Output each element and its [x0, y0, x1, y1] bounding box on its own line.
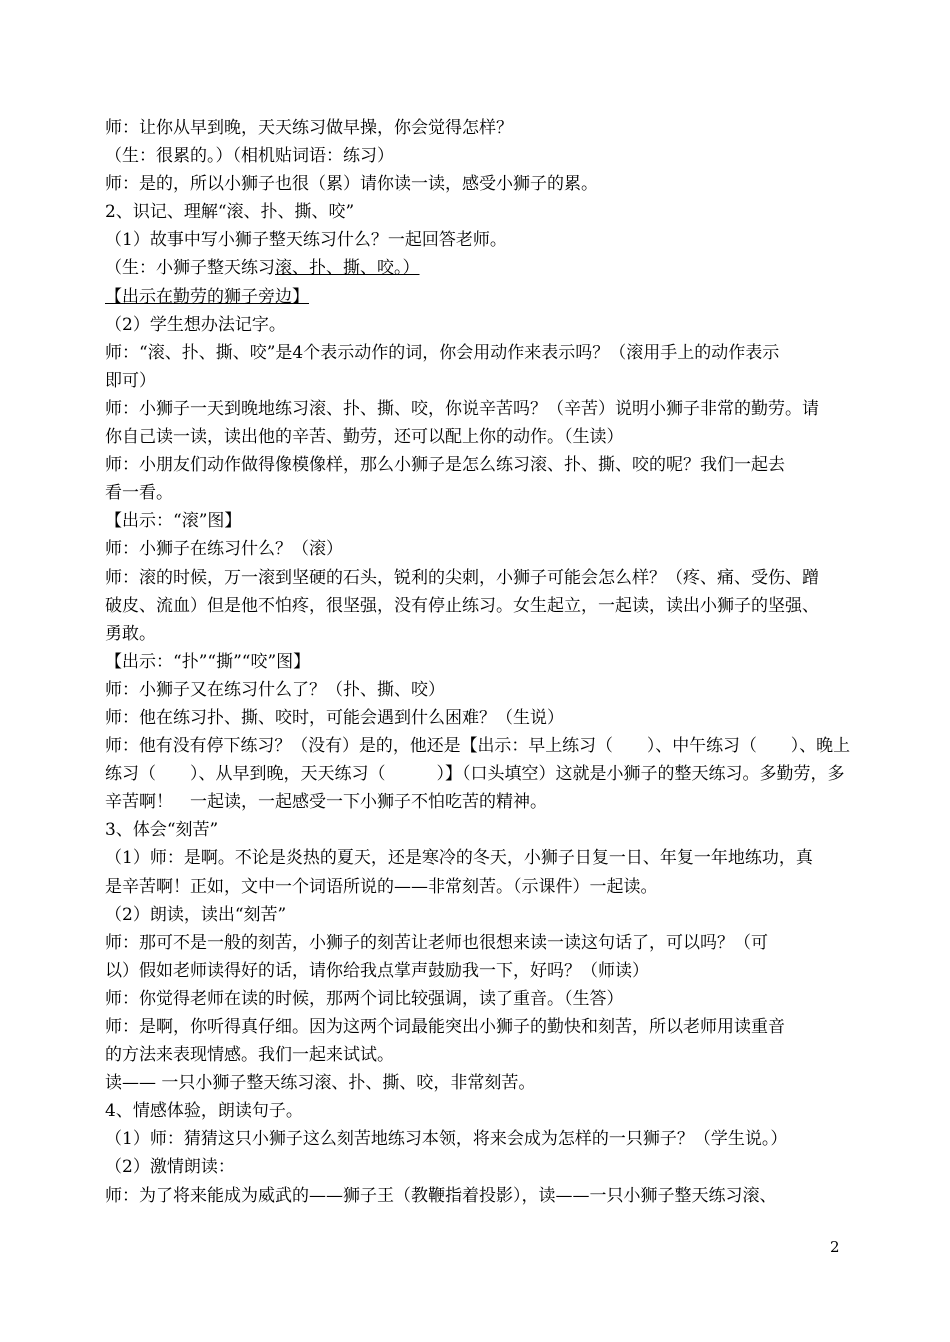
text-line: 师：是啊，你听得真仔细。因为这两个词最能突出小狮子的勤快和刻苦，所以老师用读重音 — [105, 1017, 785, 1037]
text-line: （1）故事中写小狮子整天练习什么？一起回答老师。 — [105, 230, 507, 251]
text-line: 师：“滚、扑、撕、咬”是4个表示动作的词，你会用动作来表示吗？（滚用手上的动作表示 — [105, 342, 780, 363]
text-line: （生：很累的。）（相机贴词语：练习） — [105, 146, 394, 167]
text-line: 勇敢。 — [105, 623, 156, 644]
text-line: （1）师：是啊。不论是炎热的夏天，还是寒冷的冬天，小狮子日复一日、年复一年地练功，真 — [105, 848, 813, 869]
text-line: 【出示：“扑”“撕”“咬”图】 — [105, 651, 311, 672]
text-line: 是辛苦啊！正如，文中一个词语所说的——非常刻苦。（示课件）一起读。 — [105, 876, 658, 897]
text-line: 破皮、流血）但是他不怕疼，很坚强，没有停止练习。女生起立，一起读，读出小狮子的坚强、 — [105, 595, 819, 616]
text-segment: （生：小狮子整天练习 — [105, 258, 275, 279]
text-line: （2）激情朗读： — [105, 1157, 235, 1178]
text-line: 练习（ ）、从早到晚，天天练习（ ）】（口头填空）这就是小狮子的整天练习。多勤劳，多 — [105, 764, 845, 785]
document-body — [105, 114, 850, 1210]
text-line: （2）朗读，读出“刻苦” — [105, 904, 287, 925]
text-line: 师：那可不是一般的刻苦，小狮子的刻苦让老师也很想来读一读这句话了，可以吗？（可 — [105, 932, 768, 953]
text-line: 读—— 一只小狮子整天练习滚、扑、撕、咬，非常刻苦。 — [105, 1073, 536, 1094]
section-heading: 2、识记、理解“滚、扑、撕、咬” — [105, 202, 355, 223]
section-heading: 3、体会“刻苦” — [105, 820, 219, 841]
text-line: 辛苦啊！ 一起读，一起感受一下小狮子不怕吃苦的精神。 — [105, 792, 547, 813]
text-line: 师：小狮子在练习什么？（滚） — [105, 539, 343, 560]
text-line: 师：他在练习扑、撕、咬时，可能会遇到什么困难？（生说） — [105, 707, 564, 728]
text-line: 师：是的，所以小狮子也很（累）请你读一读，感受小狮子的累。 — [105, 174, 598, 195]
text-line: 看一看。 — [105, 483, 173, 504]
text-line: 即可） — [105, 370, 156, 391]
text-line — [105, 254, 850, 282]
text-line: 【出示：“滚”图】 — [105, 511, 242, 532]
text-line: 的方法来表现情感。我们一起来试试。 — [105, 1045, 394, 1066]
underlined-text: 滚、扑、撕、咬。） — [275, 258, 420, 279]
text-line: 师：小朋友们动作做得像模像样，那么小狮子是怎么练习滚、扑、撕、咬的呢？我们一起去 — [105, 455, 785, 476]
text-line: 师：你觉得老师在读的时候，那两个词比较强调，读了重音。（生答） — [105, 988, 624, 1009]
text-line: 师：小狮子一天到晚地练习滚、扑、撕、咬，你说辛苦吗？（辛苦）说明小狮子非常的勤劳。请 — [105, 398, 819, 419]
text-line: 师：小狮子又在练习什么了？（扑、撕、咬） — [105, 679, 445, 700]
text-line: 你自己读一读，读出他的辛苦、勤劳，还可以配上你的动作。（生读） — [105, 427, 624, 448]
text-line: 师：让你从早到晚，天天练习做早操，你会觉得怎样？ — [105, 118, 513, 138]
text-line: （2）学生想办法记字。 — [105, 314, 286, 335]
text-line: 师：滚的时候，万一滚到坚硬的石头，锐利的尖刺，小狮子可能会怎么样？（疼、痛、受伤、蹭 — [105, 567, 819, 588]
text-line: 以）假如老师读得好的话，请你给我点掌声鼓励我一下，好吗？（师读） — [105, 960, 649, 981]
page-number: 2 — [830, 1238, 840, 1256]
text-line: 师：他有没有停下练习？（没有）是的，他还是【出示：早上练习（ ）、中午练习（ ）、晚上 — [105, 736, 851, 757]
underlined-line: 【出示在勤劳的狮子旁边】 — [105, 286, 309, 307]
text-line: （1）师：猜猜这只小狮子这么刻苦地练习本领，将来会成为怎样的一只狮子？（学生说。） — [105, 1129, 788, 1150]
text-line: 师：为了将来能成为威武的——狮子王（教鞭指着投影），读——一只小狮子整天练习滚、 — [105, 1185, 777, 1206]
section-heading: 4、情感体验，朗读句子。 — [105, 1101, 303, 1122]
